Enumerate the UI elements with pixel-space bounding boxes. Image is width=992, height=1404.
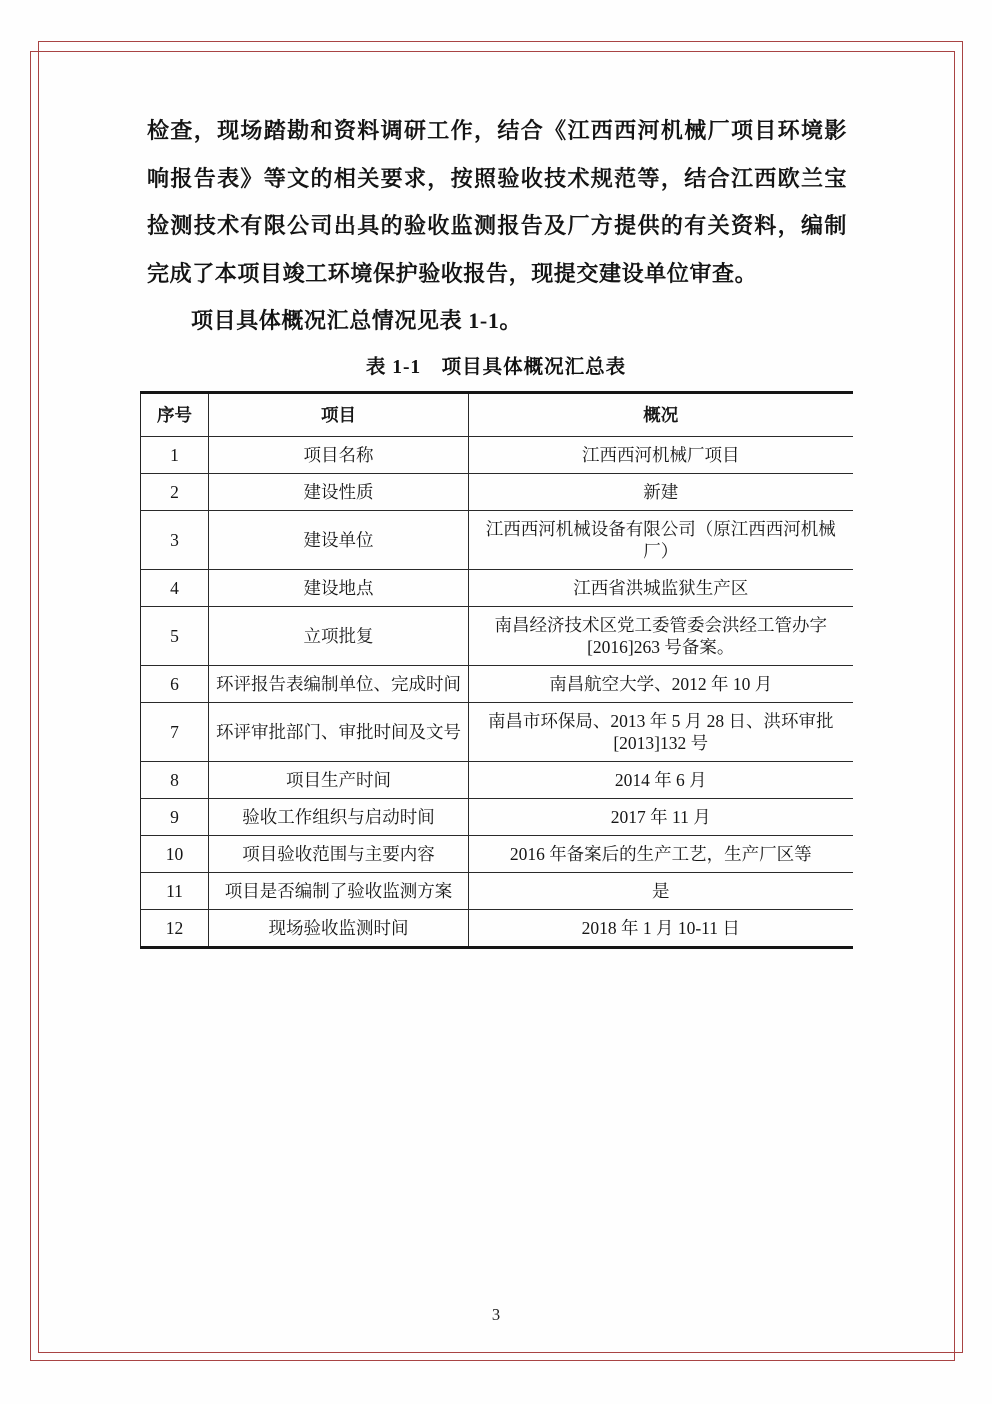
table-header xyxy=(141,393,853,437)
table-row xyxy=(141,474,853,511)
cell-row-number: 1 xyxy=(141,437,209,474)
cell-summary: 南昌市环保局、2013 年 5 月 28 日、洪环审批[2013]132 号 xyxy=(469,703,853,762)
cell-summary: 新建 xyxy=(469,474,853,511)
table-title: 表 1-1 项目具体概况汇总表 xyxy=(365,357,627,378)
table-row xyxy=(141,570,853,607)
cell-summary: 是 xyxy=(469,873,853,910)
cell-item-label: 建设性质 xyxy=(209,474,469,511)
cell-item-label: 现场验收监测时间 xyxy=(209,910,469,948)
cell-row-number: 4 xyxy=(141,570,209,607)
paragraph-intro: 项目具体概况汇总情况见表 1-1。 xyxy=(191,308,523,333)
cell-item-label: 项目是否编制了验收监测方案 xyxy=(209,873,469,910)
cell-item-label: 项目名称 xyxy=(209,437,469,474)
cell-row-number: 8 xyxy=(141,762,209,799)
table-row xyxy=(141,511,853,570)
cell-row-number: 7 xyxy=(141,703,209,762)
cell-summary: 2018 年 1 月 10-11 日 xyxy=(581,918,740,938)
cell-item-label: 建设单位 xyxy=(209,511,469,570)
cell-item-label: 立项批复 xyxy=(209,607,469,666)
cell-summary: 2016 年备案后的生产工艺，生产厂区等 xyxy=(469,836,853,873)
cell-row-number: 10 xyxy=(141,836,209,873)
cell-row-number: 3 xyxy=(141,511,209,570)
cell-summary: 南昌航空大学、2012 年 10 月 xyxy=(469,666,853,703)
column-header-summary: 概况 xyxy=(469,393,853,437)
cell-item-label: 项目验收范围与主要内容 xyxy=(209,836,469,873)
cell-summary: 南昌经济技术区党工委管委会洪经工管办字 [2016]263 号备案。 xyxy=(469,607,853,666)
table-row xyxy=(141,762,853,799)
cell-row-number: 2 xyxy=(141,474,209,511)
table-row xyxy=(141,703,853,762)
cell-row-number: 11 xyxy=(141,873,209,910)
table-row xyxy=(141,873,853,910)
cell-row-number: 6 xyxy=(141,666,209,703)
summary-table-body xyxy=(141,437,853,948)
paragraph-continuation: 检查，现场踏勘和资料调研工作，结合《江西西河机械厂项目环境影响报告表》等文的相关要求，按照验收技术规范等，结合江西欧兰宝捡测技术有限公司出具的验收监测报告及厂方提供的有关资料，编制完成了本项目竣工环境保护验收报告，现提交建设单位审查。 xyxy=(147,118,847,286)
table-row xyxy=(141,836,853,873)
project-summary-table xyxy=(140,391,853,949)
cell-row-number: 9 xyxy=(141,799,209,836)
body-text-block xyxy=(147,107,847,345)
table-row xyxy=(141,910,853,948)
column-header-item: 项目 xyxy=(209,393,469,437)
cell-item-label: 环评报告表编制单位、完成时间 xyxy=(209,666,469,703)
table-row xyxy=(141,437,853,474)
page-number: 3 xyxy=(491,1305,501,1324)
table-row xyxy=(141,799,853,836)
cell-summary: 2014 年 6 月 xyxy=(469,762,853,799)
cell-item-label: 环评审批部门、审批时间及文号 xyxy=(209,703,469,762)
table-header-row xyxy=(141,393,853,437)
cell-item-label: 验收工作组织与启动时间 xyxy=(209,799,469,836)
table-row xyxy=(141,666,853,703)
cell-summary: 江西省洪城监狱生产区 xyxy=(469,570,853,607)
column-header-no: 序号 xyxy=(141,393,209,437)
cell-summary: 江西西河机械厂项目 xyxy=(469,437,853,474)
cell-row-number: 5 xyxy=(141,607,209,666)
cell-summary: 2017 年 11 月 xyxy=(469,799,853,836)
cell-item-label: 项目生产时间 xyxy=(209,762,469,799)
cell-item-label: 建设地点 xyxy=(209,570,469,607)
table-row xyxy=(141,607,853,666)
cell-summary: 江西西河机械设备有限公司（原江西西河机械厂） xyxy=(469,511,853,570)
cell-row-number: 12 xyxy=(141,910,209,948)
